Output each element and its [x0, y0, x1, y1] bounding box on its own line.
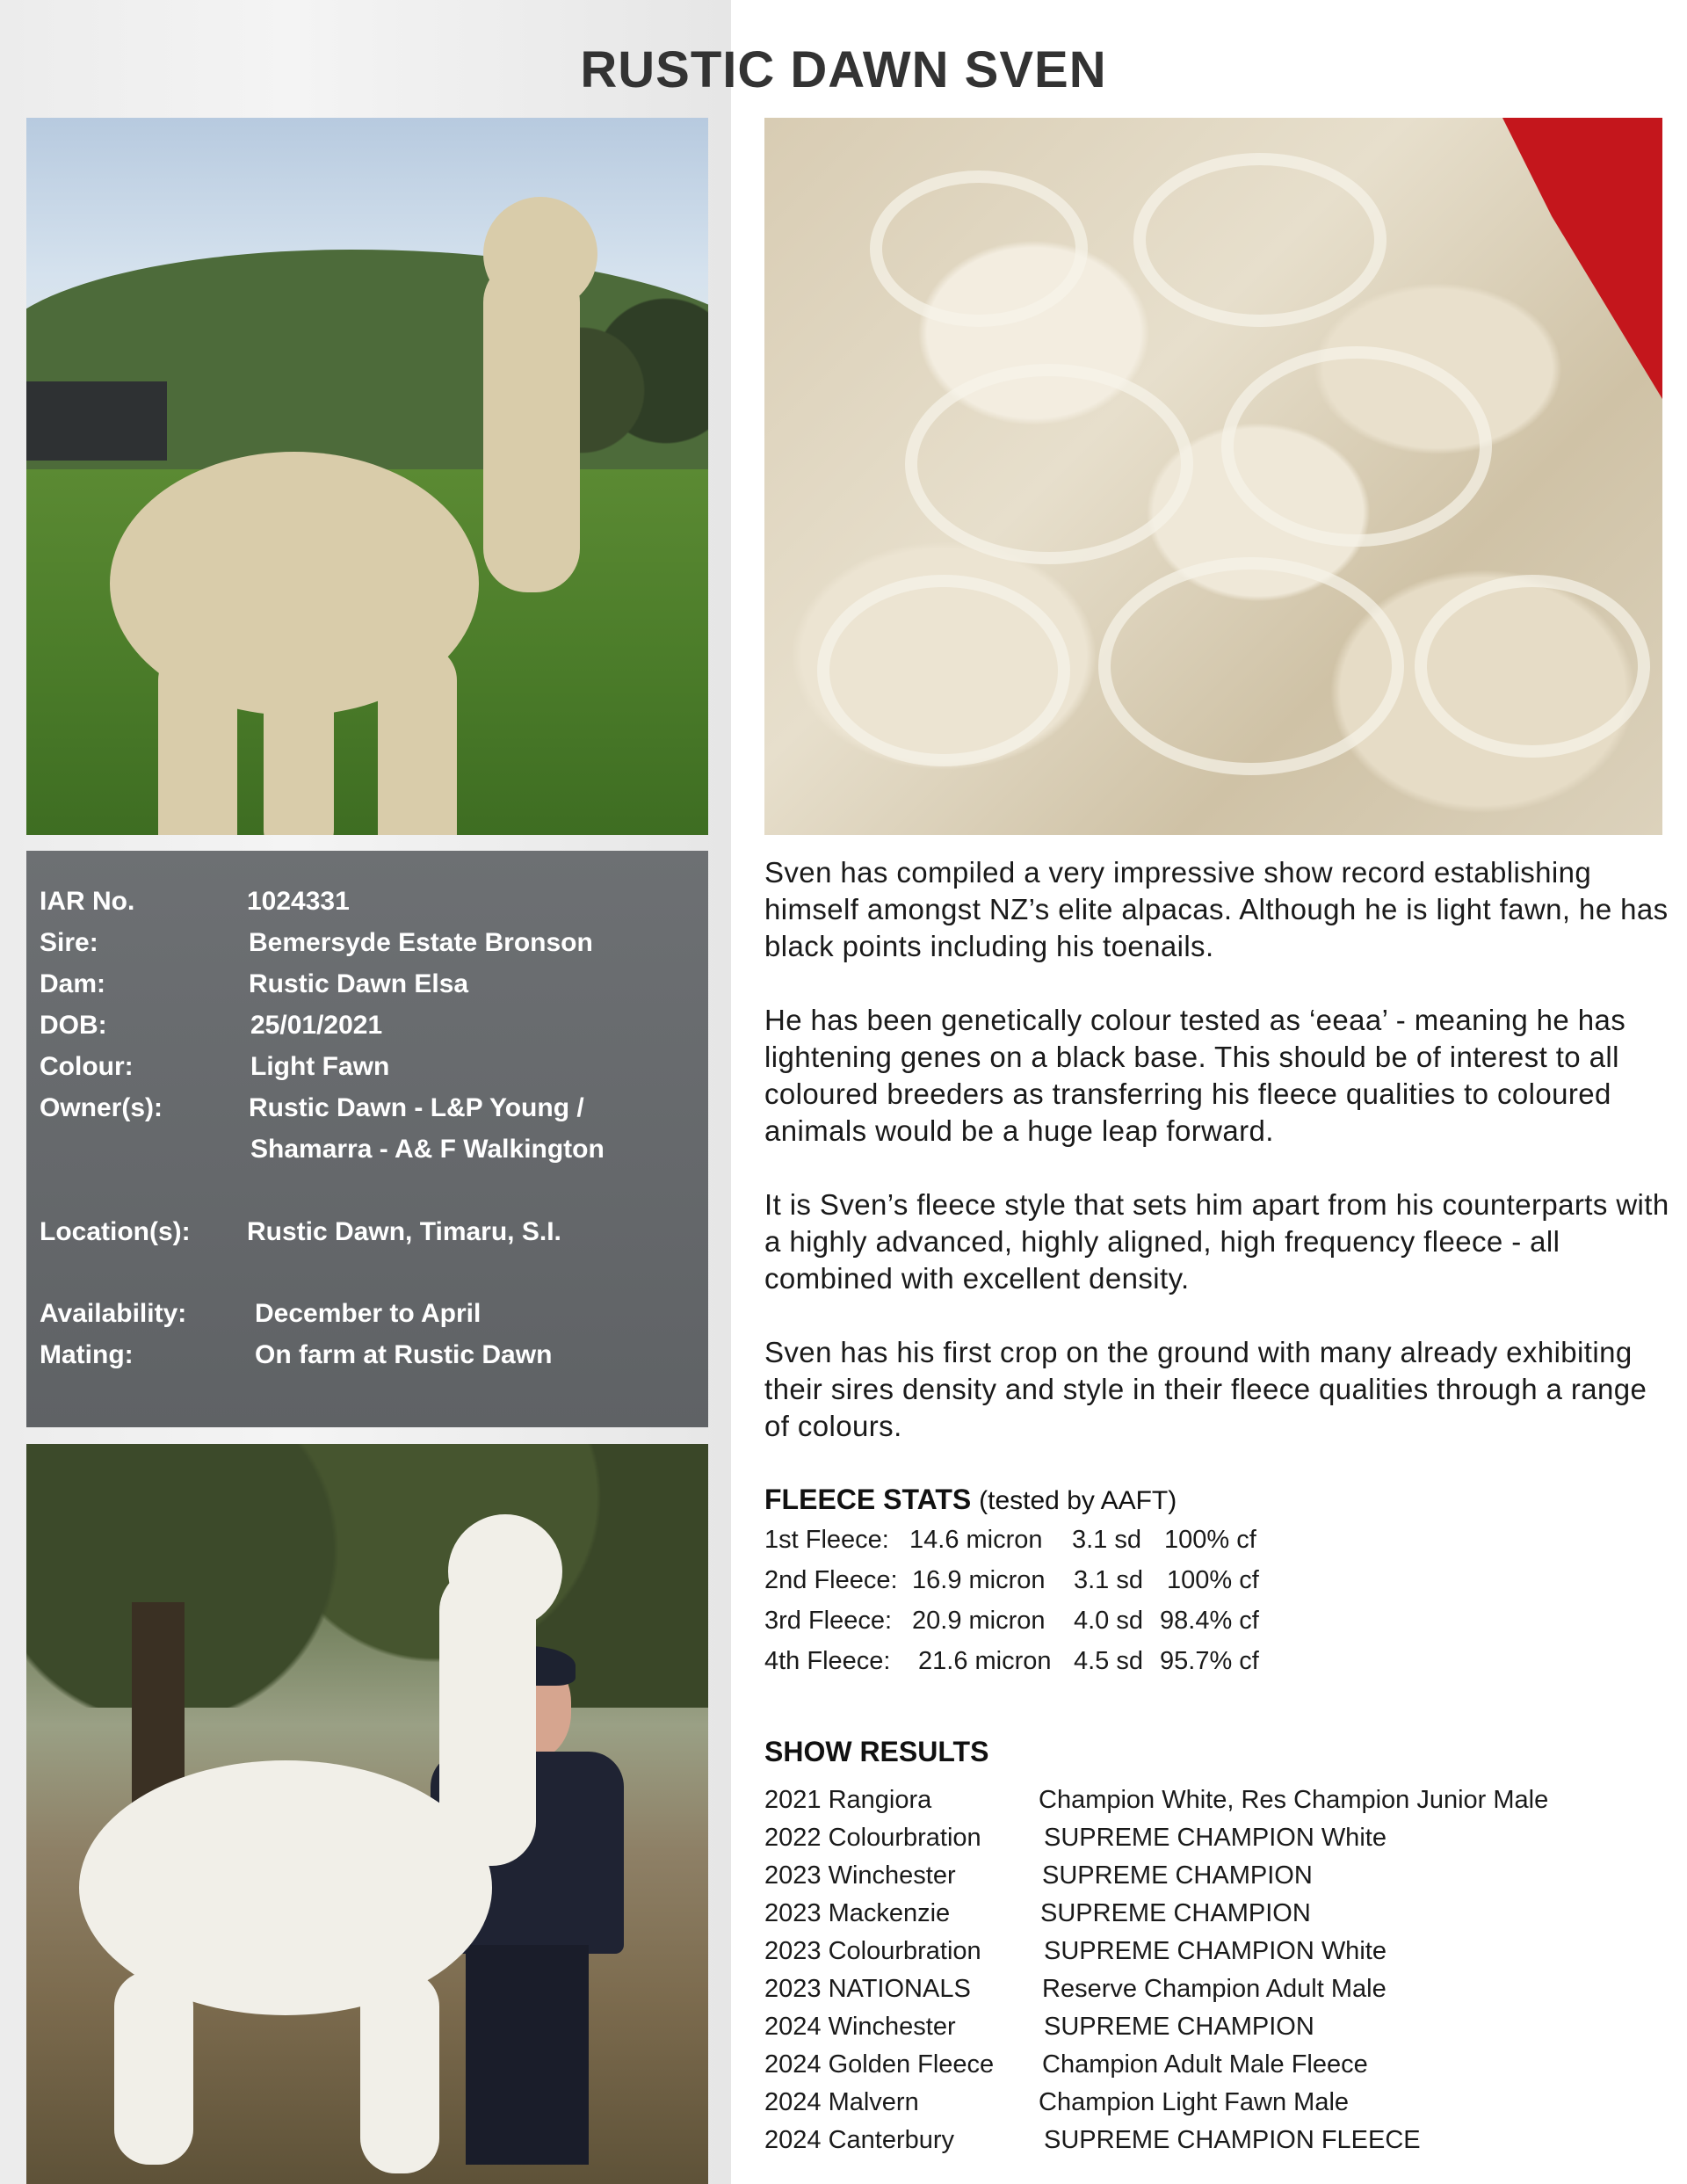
description-paragraph-3: It is Sven’s fleece style that sets him apart from his counterparts with a highly advanced, highly aligned, high frequency fleece - all combined with excellent density.: [764, 1188, 1669, 1295]
show-results-heading: SHOW RESULTS: [764, 1736, 989, 1767]
info-label: Mating:: [40, 1340, 134, 1369]
info-value: Shamarra - A& F Walkington: [250, 1135, 605, 1164]
description-paragraph-4: Sven has his first crop on the ground with many already exhibiting their sires density and style in their fleece qualities through a range of colours.: [764, 1336, 1647, 1442]
animal-info-panel: [26, 851, 708, 1427]
info-value: December to April: [255, 1299, 481, 1328]
info-label: Colour:: [40, 1052, 134, 1081]
description-paragraph-2: He has been genetically colour tested as ‘eeaa’ - meaning he has lightening genes on a black base. This should be of interest to all coloured breeders as transferring his fleece qualities to coloured animals would be a huge leap forward.: [764, 1004, 1626, 1147]
page-title: RUSTIC DAWN SVEN: [580, 41, 1107, 98]
description-paragraph-1: Sven has compiled a very impressive show record establishing himself amongst NZ’s elite alpacas. Although he is light fawn, he has black points including his toenails.: [764, 856, 1669, 962]
info-value: Bemersyde Estate Bronson: [249, 928, 593, 957]
info-label: Availability:: [40, 1299, 187, 1328]
info-label: Sire:: [40, 928, 98, 957]
info-value: 25/01/2021: [250, 1011, 383, 1040]
award-ribbon: [1416, 118, 1662, 399]
info-value: On farm at Rustic Dawn: [255, 1340, 553, 1369]
info-label: Owner(s):: [40, 1093, 163, 1122]
info-value: Rustic Dawn - L&P Young /: [249, 1093, 584, 1122]
handler-with-alpaca-photo: [26, 1444, 708, 2184]
info-value: Rustic Dawn Elsa: [249, 969, 469, 998]
info-label: Location(s):: [40, 1217, 191, 1246]
fleece-stats-heading: FLEECE STATS (tested by AAFT): [764, 1484, 1177, 1515]
info-label: Dam:: [40, 969, 106, 998]
info-label: DOB:: [40, 1011, 107, 1040]
info-label: IAR No.: [40, 887, 135, 916]
info-value: Light Fawn: [250, 1052, 390, 1081]
alpaca-field-photo: [26, 118, 708, 835]
info-value: Rustic Dawn, Timaru, S.I.: [247, 1217, 561, 1246]
info-value: 1024331: [247, 887, 350, 916]
fleece-stats-subheading: (tested by AAFT): [979, 1486, 1177, 1515]
fleece-closeup-photo: [764, 118, 1662, 835]
